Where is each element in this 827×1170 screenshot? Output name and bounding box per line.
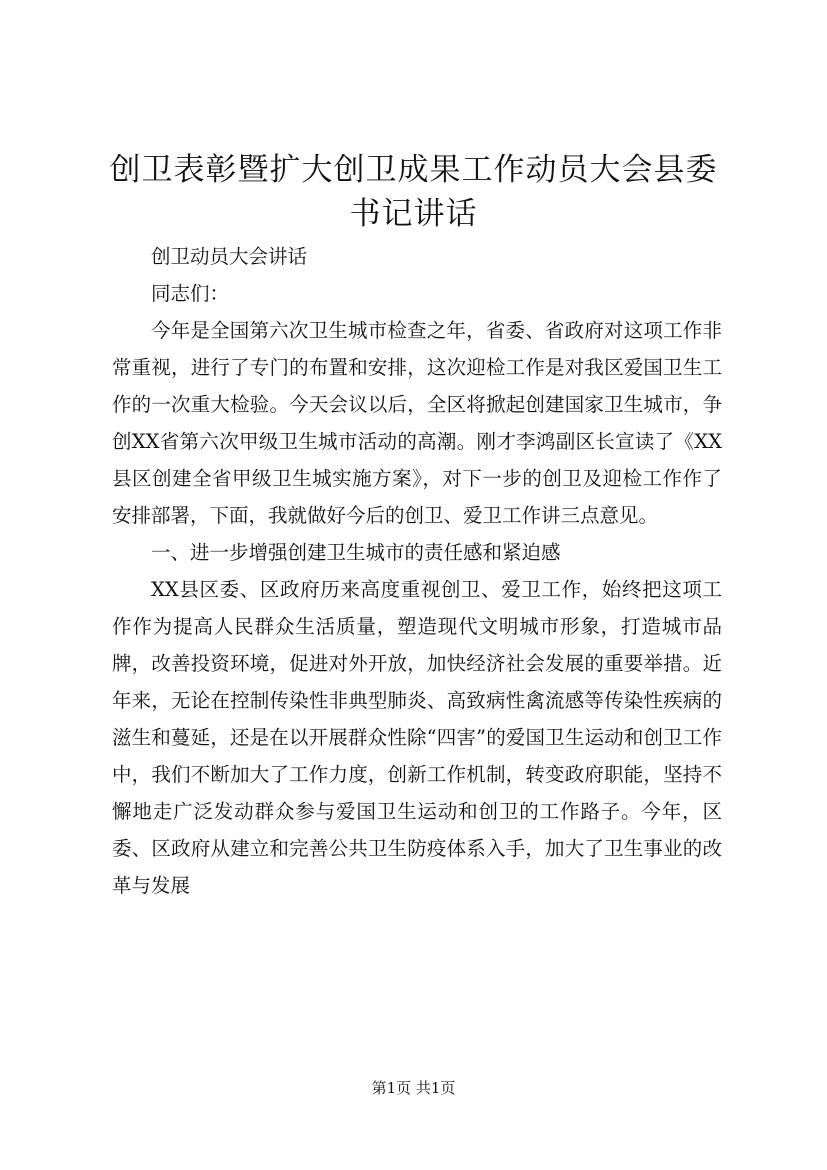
- paragraph-section-1: XX县区委、区政府历来高度重视创卫、爱卫工作，始终把这项工作作为提高人民群众生活质量，塑造现代文明城市形象，打造城市品牌，改善投资环境，促进对外开放，加快经济社会发展的重要举措。近年来，无论在控制传染性非典型肺炎、高致病性禽流感等传染性疾病的滋生和蔓延，还是在以开展群众性除“四害”的爱国卫生运动和创卫工作中，我们不断加大了工作力度，创新工作机制，转变政府职能，坚持不懈地走广泛发动群众参与爱国卫生运动和创卫的工作路子。今年，区委、区政府从建立和完善公共卫生防疫体系入手，加大了卫生事业的改革与发展: [112, 578, 722, 897]
- paragraph-salutation: 同志们：: [151, 282, 230, 305]
- page-number-footer: 第1页 共1页: [371, 1079, 456, 1097]
- paragraph-intro: 今年是全国第六次卫生城市检查之年，省委、省政府对这项工作非常重视，进行了专门的布置和安排，这次迎检工作是对我区爱国卫生工作的一次重大检验。今天会议以后，全区将掀起创建国家卫生城市，争创XX省第六次甲级卫生城市活动的高潮。刚才李鸿副区长宣读了《XX县区创建全省甲级卫生城实施方案》，对下一步的创卫及迎检工作作了安排部署，下面，我就做好今后的创卫、爱卫工作讲三点意见。: [112, 319, 722, 527]
- document-title: 创卫表彰暨扩大创卫成果工作动员大会县委书记讲话: [109, 152, 718, 232]
- section-heading-1: 一、进一步增强创建卫生城市的责任感和紧迫感: [151, 541, 561, 564]
- document-body: [112, 238, 722, 904]
- paragraph-subtitle: 创卫动员大会讲话: [151, 245, 308, 268]
